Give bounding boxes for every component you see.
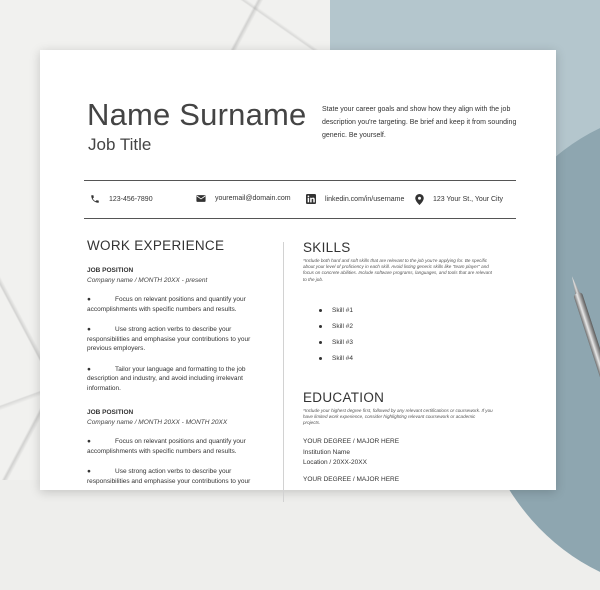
address-text: 123 Your St., Your City	[433, 196, 504, 203]
bullet-dot-icon: ●	[87, 365, 91, 373]
right-column	[303, 240, 493, 485]
job-company: Company name / MONTH 20XX - present	[87, 277, 208, 284]
phone-icon	[90, 194, 100, 204]
skill-item	[303, 335, 493, 351]
education-note: *Include your highest degree first, followed by any relevant certifications or coursework. If you have limited work experience, consider highlighting relevant coursework or academic projects.	[303, 407, 493, 426]
skill-text: Skill #3	[332, 339, 353, 347]
skill-item	[303, 303, 493, 319]
work-experience-section	[87, 238, 262, 486]
skill-item	[303, 351, 493, 367]
education-degree-2: YOUR DEGREE / MAJOR HERE	[303, 475, 400, 483]
resume-job-title: Job Title	[88, 135, 152, 154]
job-position: JOB POSITION	[87, 409, 134, 416]
skills-note: *Include both hard and soft skills that are relevant to the job you're applying for. Be specific about your level of proficiency in each skill. Avoid listing generic skills like "team player" and focus on concrete abilities. Include software programs, languages, and tools that are relevant to the job.	[303, 258, 492, 282]
bullet-dot-icon	[319, 309, 322, 312]
column-divider	[283, 242, 284, 502]
job-bullet	[87, 437, 262, 456]
contact-linkedin	[306, 194, 404, 204]
bullet-dot-icon	[319, 357, 322, 360]
email-icon	[196, 194, 206, 203]
education-degree: YOUR DEGREE / MAJOR HERE	[303, 438, 400, 446]
education-title: EDUCATION	[303, 389, 385, 405]
skills-title: SKILLS	[303, 240, 351, 255]
bullet-dot-icon: ●	[87, 468, 91, 475]
career-summary: State your career goals and show how they align with the job description you're targeting. Be brief and keep it from sounding generic. Be yourself.	[322, 106, 517, 139]
linkedin-icon	[306, 194, 316, 204]
education-location: Location / 20XX-20XX	[303, 459, 367, 467]
skills-list	[303, 303, 493, 367]
skill-text: Skill #1	[332, 307, 353, 315]
job-entry	[87, 409, 262, 486]
resume-page	[40, 50, 556, 490]
phone-text: 123-456-7890	[109, 195, 153, 203]
education-entry	[303, 437, 493, 485]
job-bullet	[87, 365, 262, 394]
location-pin-icon	[415, 194, 424, 205]
job-bullet-text: Use strong action verbs to describe your responsibilities and emphasise your contributions to your previous employers.	[87, 326, 251, 352]
bullet-dot-icon: ●	[87, 296, 91, 303]
contact-phone	[90, 194, 153, 204]
skill-item	[303, 319, 493, 335]
job-bullet	[87, 467, 262, 486]
job-company: Company name / MONTH 20XX - MONTH 20XX	[87, 419, 228, 426]
work-experience-title: WORK EXPERIENCE	[87, 238, 225, 253]
job-position: JOB POSITION	[87, 267, 134, 274]
job-bullet	[87, 325, 262, 354]
contact-email	[196, 194, 291, 203]
education-institution: Institution Name	[303, 448, 350, 456]
job-entry	[87, 267, 262, 393]
job-bullet-text: Focus on relevant positions and quantify your accomplishments with specific numbers and results.	[87, 296, 246, 313]
contact-address	[415, 194, 503, 205]
job-bullet-text: Use strong action verbs to describe your responsibilities and emphasise your contributions to your	[87, 468, 251, 485]
bullet-dot-icon: ●	[87, 438, 91, 445]
resume-name: Name Surname	[87, 97, 307, 132]
bullet-dot-icon: ●	[87, 326, 91, 333]
skill-text: Skill #2	[332, 323, 353, 331]
linkedin-text: linkedin.com/in/username	[325, 195, 405, 203]
skill-text: Skill #4	[332, 355, 353, 363]
job-bullet-text: Tailor your language and formatting to the job description and industry, and avoid including irrelevant information.	[87, 365, 246, 392]
job-bullet-text: Focus on relevant positions and quantify your accomplishments with specific numbers and results.	[87, 438, 246, 455]
job-bullet	[87, 295, 262, 314]
email-text: youremail@domain.com	[215, 195, 291, 202]
bullet-dot-icon	[319, 341, 322, 344]
contact-bar	[84, 180, 516, 219]
bullet-dot-icon	[319, 325, 322, 328]
